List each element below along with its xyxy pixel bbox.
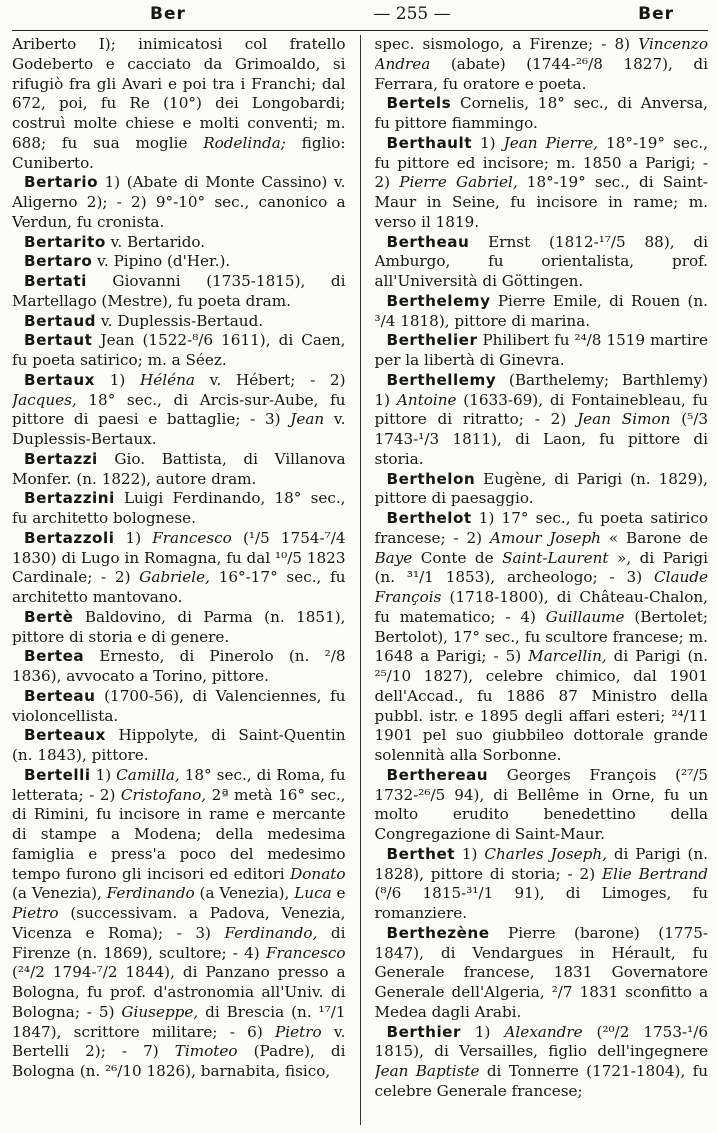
entry-text: 18°-19° sec., fu pittore ed incisore; m. 1850 a Parigi; - 2) (374, 133, 709, 192)
entry-text: « Barone de (600, 528, 709, 547)
dictionary-entry (375, 924, 709, 1023)
entry-italic-text: Héléna (140, 370, 195, 389)
entry-headword: Bertè (24, 607, 74, 626)
entry-italic-text: Jean Baptiste (374, 1062, 480, 1080)
entry-headword: Berthelier (386, 331, 478, 350)
entry-text: 16°-17° sec., fu architetto mantovano. (12, 568, 346, 606)
dictionary-entry (12, 331, 346, 371)
entry-italic-text: Pierre Gabriel, (399, 173, 518, 192)
dictionary-entry (12, 766, 346, 1082)
entry-text: (successivam. a Padova, Venezia, Vicenza e Roma); - 3) (12, 904, 346, 942)
entry-text: (²⁰/2 1753-¹/6 1815), di Versailles, figlio dell'ingegnere (374, 1022, 709, 1061)
entry-headword: Berthelemy (386, 291, 491, 310)
entry-text: v. Duplessis-Bertaux. (12, 410, 346, 448)
left-column (12, 35, 346, 1125)
entry-italic-text: Francesco (265, 943, 346, 962)
dictionary-entry (12, 687, 346, 727)
entry-text: v. Duplessis-Bertaud. (96, 311, 264, 330)
entry-text: di Brescia (n. ¹⁷/1 1847), scrittore militare; - 6) (12, 1002, 346, 1041)
entry-italic-text: Camilla, (116, 765, 180, 784)
dictionary-entry (375, 371, 709, 470)
entry-italic-text: Baye (374, 548, 413, 567)
entry-headword: Berteaux (24, 726, 106, 745)
header-rule (12, 30, 708, 31)
entry-text: (1718-1800), di Château-Chalon, fu matematico; - 4) (374, 588, 709, 626)
entry-italic-text: Ferdinando (106, 884, 195, 903)
entry-italic-text: Jean (290, 410, 325, 429)
entry-italic-text: Pietro (12, 904, 59, 922)
entry-italic-text: Timoteo (174, 1042, 238, 1061)
entry-text: 1) (90, 765, 117, 784)
entry-headword: Berthellemy (386, 370, 497, 389)
dictionary-entry (12, 252, 346, 272)
entry-headword: Berthier (386, 1022, 461, 1041)
entry-italic-text: Jacques, (12, 390, 77, 409)
entry-text: Ariberto I); inimicatosi col fratello Godeberto e cacciato da Grimoaldo, si rifugiò fra gli Avari e poi tra i Franchi; dal 672, poi, fu Re (10°) dei Longobardi; costruì molte chiese e molti conventi; m. 688; fu sua moglie (12, 35, 346, 152)
entry-continuation (12, 35, 346, 173)
entry-text: di Firenze (n. 1869), scultore; - 4) (12, 923, 346, 962)
entry-headword: Berthet (386, 844, 455, 863)
entry-italic-text: Marcellin, (528, 647, 607, 666)
entry-headword: Bertaud (24, 311, 97, 330)
entry-italic-text: Jean Simon (577, 410, 671, 429)
entry-text: Pierre Emile, di Rouen (n. ³/4 1818), pittore di marina. (374, 291, 709, 330)
entry-headword: Berteau (24, 686, 96, 705)
entry-text: Hippolyte, di Saint-Quentin (n. 1843), pittore. (12, 726, 346, 764)
entry-text: (²⁴/2 1794-⁷/2 1844), di Panzano presso a Bologna, fu prof. d'astronomia all'Univ. di Bologna; - 5) (12, 963, 346, 1021)
entry-headword: Berthezène (386, 923, 490, 942)
entry-italic-text: Amour Joseph (490, 528, 601, 547)
entry-text: v. Bertarido. (105, 232, 206, 251)
entry-italic-text: Donato (290, 864, 346, 883)
entry-text: », di Parigi (n. ³¹/1 1853), archeologo; - 3) (374, 548, 709, 587)
entry-italic-text: Rodelinda; (203, 133, 286, 152)
entry-text: (Barthelemy; Barthlemy) 1) (374, 370, 709, 409)
entry-text: Eugène, di Parigi (n. 1829), pittore di paesaggio. (374, 469, 709, 508)
entry-text: Baldovino, di Parma (n. 1851), pittore di storia e di genere. (12, 607, 346, 646)
header-right-guideword: Ber (638, 4, 674, 24)
entry-text: di Tonnerre (1721-1804), fu celebre Generale francese; (374, 1062, 709, 1100)
entry-text: Georges François (²⁷/5 1732-²⁶/5 94), di Bellême in Orne, fu un molto erudito benedettino della Congregazione di Saint-Maur. (374, 765, 709, 843)
entry-text: 1) (471, 133, 504, 152)
entry-headword: Bertazzini (24, 489, 115, 508)
dictionary-entry (12, 608, 346, 648)
entry-text: (1700-56), di Valenciennes, fu violoncellista. (12, 686, 346, 725)
entry-text: Ernst (1812-¹⁷/5 88), di Amburgo, fu orientalista, prof. all'Università di Göttingen. (374, 232, 709, 290)
dictionary-entry (12, 647, 346, 687)
right-column (375, 35, 709, 1125)
entry-text: 1) (Abate di Monte Cassino) v. Aligerno 2); - 2) 9°-10° sec., canonico a Verdun, fu cronista. (12, 173, 346, 231)
page-number: — 255 — (373, 4, 451, 24)
entry-text: Pierre (barone) (1775-1847), di Vendargues in Hérault, fu Generale francese, 1831 Governatore Generale dell'Algeria, ²/7 1831 sconfitto a Medea dagli Arabi. (374, 923, 709, 1021)
entry-text: (⁵/3 1743-¹/3 1811), di Laon, fu pittore di storia. (374, 410, 709, 468)
entry-headword: Berthault (386, 133, 472, 152)
entry-headword: Bertario (24, 173, 99, 192)
entry-italic-text: Ferdinando, (224, 923, 318, 942)
entry-text: 1) (94, 370, 140, 389)
entry-italic-text: Jean Pierre, (503, 133, 599, 152)
entry-italic-text: Alexandre (504, 1022, 583, 1041)
entry-italic-text: Gabriele, (139, 568, 210, 587)
entry-headword: Bertaut (24, 331, 93, 350)
dictionary-entry (375, 509, 709, 766)
dictionary-entry (12, 312, 346, 332)
entry-italic-text: Giuseppe, (121, 1002, 199, 1021)
entry-headword: Bertels (386, 94, 452, 113)
entry-text: (a Venezia), (12, 884, 107, 903)
dictionary-entry (12, 489, 346, 529)
dictionary-entry (375, 766, 709, 845)
entry-text: 18°-19° sec., di Saint-Maur in Seine, fu incisore in rame; m. verso il 1819. (374, 173, 709, 231)
entry-headword: Bertazzoli (24, 528, 115, 547)
entry-text: Philibert fu ²⁴/8 1519 martire per la libertà di Ginevra. (374, 331, 709, 369)
entry-headword: Bertelli (24, 765, 91, 784)
entry-text: (¹/5 1754-⁷/4 1830) di Lugo in Romagna, fu dal ¹⁰/5 1823 Cardinale; - 2) (12, 528, 346, 587)
entry-headword: Bertaro (24, 252, 93, 271)
entry-headword: Bertheau (386, 232, 470, 251)
entry-continuation (375, 35, 709, 94)
entry-text: spec. sismologo, a Firenze; - 8) (374, 35, 639, 53)
entry-text: figlio: Cuniberto. (12, 133, 346, 172)
dictionary-entry (375, 292, 709, 332)
entry-headword: Bertati (24, 272, 87, 290)
entry-text: 2ª metà 16° sec., di Rimini, fu incisore in rame e mercante di stampe a Modena; della medesima famiglia e press'a poco del medesimo tempo furono gli incisori ed editori (12, 785, 346, 883)
entry-italic-text: Claude François (374, 568, 709, 606)
entry-text: di Parigi (n. ²⁵/10 1827), celebre chimico, dal 1901 dell'Accad., fu 1886 87 Ministro della pubbl. istr. e 1895 degli affari esteri; ²⁴/11 1901 pel suo giubbileo dottorale grande solennità alla Sorbonne. (374, 647, 709, 764)
dictionary-entry (12, 371, 346, 450)
dictionary-entry (375, 470, 709, 510)
entry-text: (Bertolet; Bertolot), 17° sec., fu scultore francese; m. 1648 a Parigi; - 5) (374, 607, 709, 666)
entry-headword: Bertaux (24, 370, 95, 389)
dictionary-entry (12, 529, 346, 608)
entry-text: 1) 17° sec., fu poeta satirico francese; - 2) (374, 509, 709, 547)
entry-italic-text: Vincenzo Andrea (374, 35, 709, 73)
columns (12, 35, 708, 1125)
entry-italic-text: Cristofano, (120, 785, 207, 804)
entry-text: v. Hébert; - 2) (194, 370, 346, 389)
entry-headword: Bertea (24, 647, 85, 666)
dictionary-entry (375, 1023, 709, 1102)
entry-italic-text: Elie Bertrand (602, 864, 709, 883)
dictionary-entry (12, 450, 346, 490)
entry-text: (abate) (1744-²⁶/8 1827), di Ferrara, fu oratore e poeta. (374, 54, 709, 93)
entry-text: (1633-69), di Fontainebleau, fu pittore di ritratto; - 2) (374, 390, 709, 429)
dictionary-entry (12, 272, 346, 312)
entry-text: Conte de (412, 548, 503, 567)
dictionary-entry (12, 173, 346, 232)
entry-headword: Berthereau (386, 765, 489, 784)
entry-text: Gio. Battista, di Villanova Monfer. (n. 1822), autore dram. (12, 449, 346, 488)
entry-text: v. Pipino (d'Her.). (92, 252, 231, 271)
dictionary-entry (375, 845, 709, 924)
entry-italic-text: Pietro (275, 1022, 322, 1041)
dictionary-entry (12, 726, 346, 766)
entry-italic-text: Antoine (396, 390, 457, 409)
dictionary-entry (375, 134, 709, 233)
entry-text: Ernesto, di Pinerolo (n. ²/8 1836), avvocato a Torino, pittore. (12, 647, 346, 685)
entry-text: v. Bertelli 2); - 7) (12, 1022, 346, 1061)
entry-text: Jean (1522-⁸/6 1611), di Caen, fu poeta satirico; m. a Séez. (12, 331, 346, 369)
entry-text: 18° sec., di Roma, fu letterata; - 2) (12, 765, 346, 804)
entry-text: (a Venezia), (194, 884, 295, 903)
entry-italic-text: Luca (294, 884, 332, 903)
entry-text: e (331, 884, 346, 903)
dictionary-entry (375, 233, 709, 292)
entry-text: 1) (460, 1022, 505, 1041)
entry-text: Cornelis, 18° sec., di Anversa, fu pittore fiammingo. (374, 94, 709, 132)
dictionary-entry (375, 94, 709, 134)
entry-text: 1) (455, 844, 485, 863)
entry-text: (⁸/6 1815-³¹/1 91), di Limoges, fu romanziere. (374, 884, 709, 922)
entry-italic-text: Guillaume (545, 607, 625, 626)
entry-italic-text: Saint-Laurent (502, 548, 609, 567)
dictionary-entry (12, 233, 346, 253)
page-header (12, 4, 708, 28)
entry-text: Luigi Ferdinando, 18° sec., fu architetto bolognese. (12, 489, 346, 527)
column-separator (360, 35, 361, 1125)
entry-headword: Berthelon (386, 469, 476, 488)
entry-italic-text: Francesco (152, 528, 232, 547)
entry-text: 1) (114, 528, 153, 547)
entry-italic-text: Charles Joseph, (484, 844, 607, 863)
entry-text: (Padre), di Bologna (n. ²⁶/10 1826), barnabita, fisico, (12, 1042, 346, 1080)
dictionary-entry (375, 331, 709, 371)
entry-text: di Parigi (n. 1828), pittore di storia; - 2) (374, 844, 709, 883)
entry-text: 18° sec., di Arcis-sur-Aube, fu pittore di paesi e battaglie; - 3) (12, 390, 346, 429)
header-left-guideword: Ber (150, 4, 186, 24)
entry-headword: Bertarito (24, 232, 106, 251)
entry-headword: Bertazzi (24, 449, 98, 468)
entry-text: Giovanni (1735-1815), di Martellago (Mestre), fu poeta dram. (12, 272, 346, 310)
entry-headword: Berthelot (386, 509, 472, 527)
